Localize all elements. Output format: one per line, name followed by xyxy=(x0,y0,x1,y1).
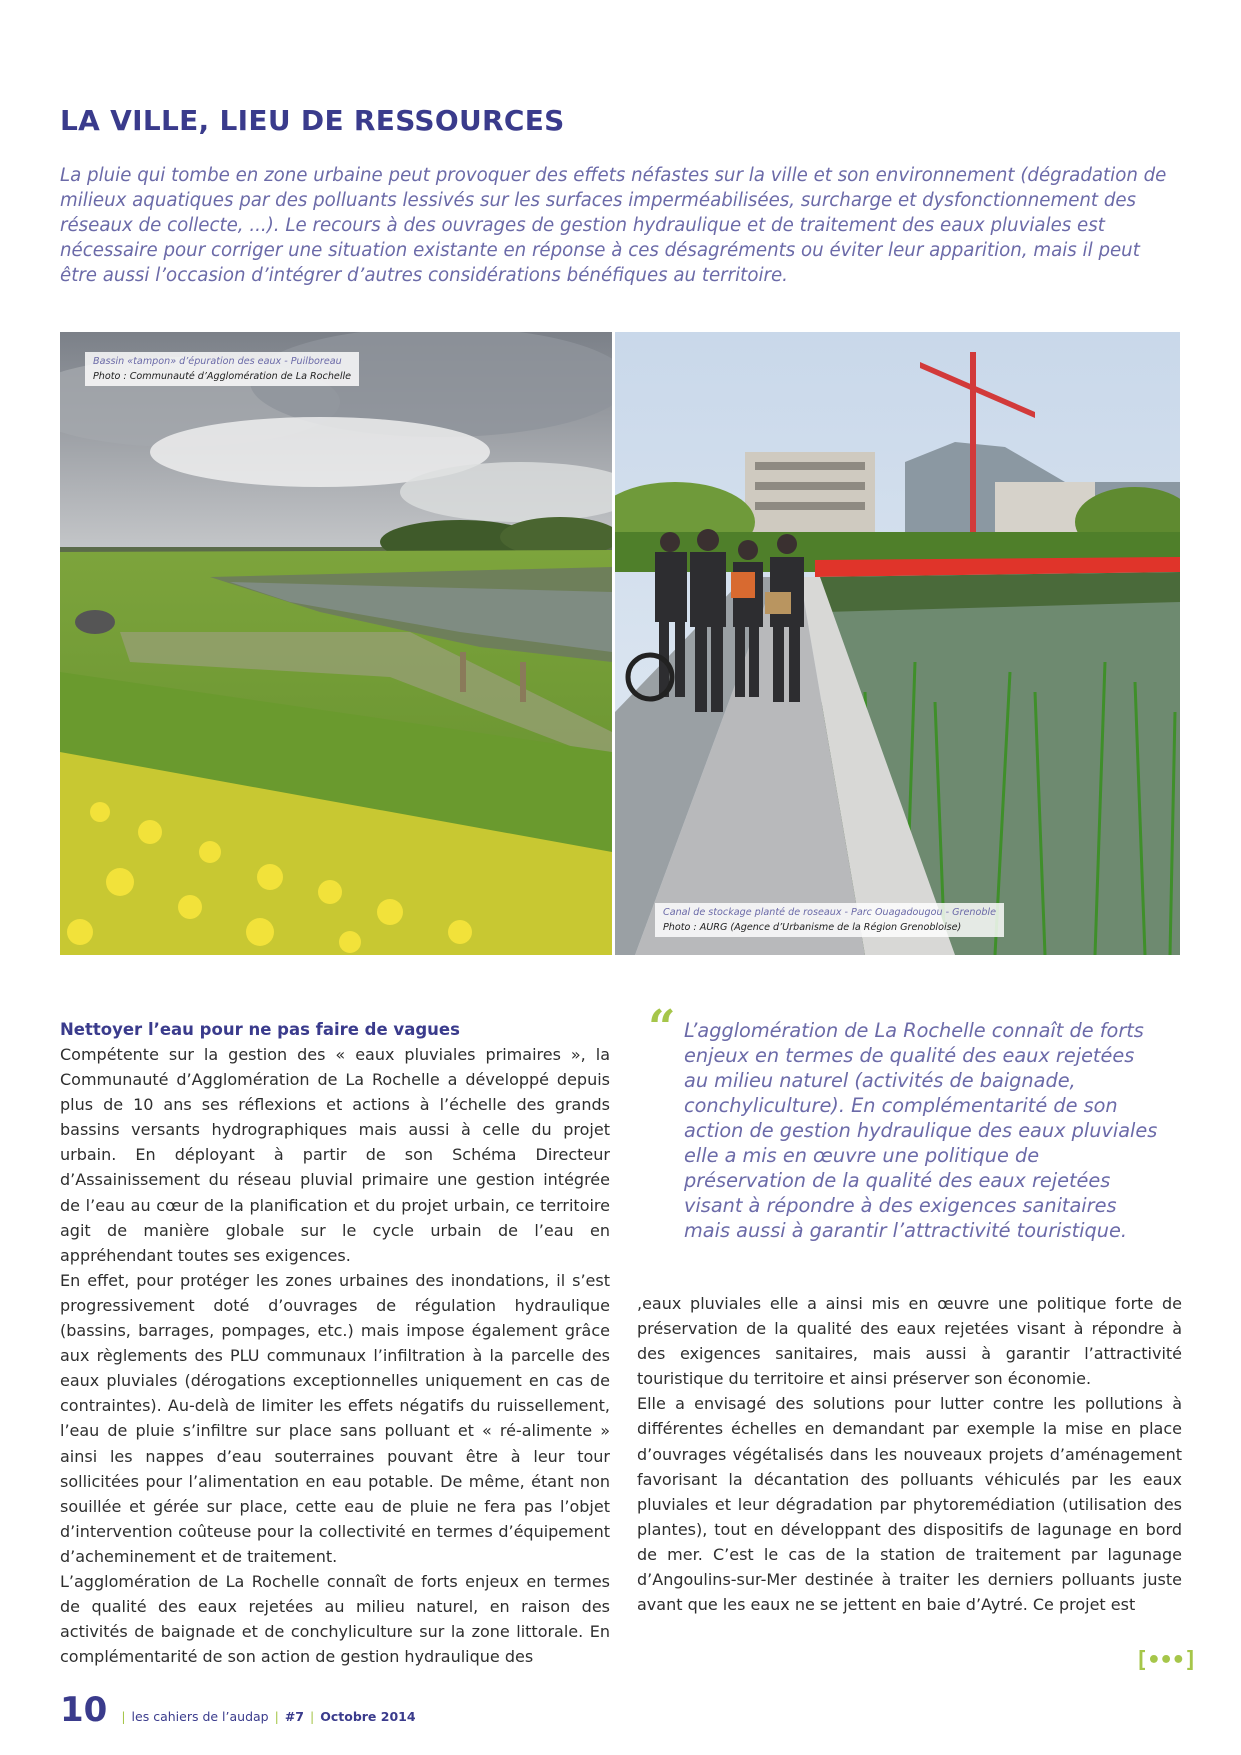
photo-retention-basin xyxy=(60,332,612,955)
footer-separator: | xyxy=(274,1709,279,1724)
caption-right-credit: Photo : AURG (Agence d’Urbanisme de la Région Grenobloise) xyxy=(663,922,962,933)
photo-reed-canal-image xyxy=(615,332,1180,955)
photo-caption-left xyxy=(85,352,359,386)
article-paragraph: En effet, pour protéger les zones urbaines des inondations, il s’est progressivement doté d’ouvrages de régulation hydraulique (bassins, barrages, pompages, etc.) mais impose également grâce aux règlements des PLU communaux l’infiltration à la parcelle des eaux pluviales (dérogations exceptionnelles uniquement en cas de contraintes). Au-delà de limiter les effets négatifs du ruissellement, l’eau de pluie s’infiltre sur place sans polluant et « ré-alimente » ainsi les nappes d’eau souterraines pouvant être à leur tour sollicitées pour l’alimentation en eau potable. De même, étant non souillée et gérée sur place, cette eau de pluie ne fera pas l’objet d’intervention coûteuse pour la collectivité en termes d’équipement d’acheminement et de traitement. xyxy=(60,1270,610,1566)
publication-name: les cahiers de l’audap xyxy=(131,1709,269,1724)
page-footer xyxy=(60,1690,416,1730)
footer-separator: | xyxy=(121,1709,126,1724)
photo-retention-basin-image xyxy=(60,332,612,955)
caption-right-title: Canal de stockage planté de roseaux - Parc Ouagadougou - Grenoble xyxy=(663,907,996,918)
quote-mark-icon: “ xyxy=(648,1000,676,1056)
caption-left-credit: Photo : Communauté d’Agglomération de La Rochelle xyxy=(93,371,352,382)
page-number: 10 xyxy=(60,1690,108,1730)
photo-reed-canal xyxy=(615,332,1180,955)
article-paragraph: Compétente sur la gestion des « eaux pluviales primaires », la Communauté d’Agglomération de La Rochelle a développé depuis plus de 10 ans ses réflexions et actions à l’échelle des grands bassins versants hydrographiques mais aussi à celle du projet urbain. En déployant à partir de son Schéma Directeur d’Assainissement du réseau pluvial primaire une gestion intégrée de l’eau au cœur de la planification et du projet urbain, ce territoire agit de manière globale sur le cycle urbain de l’eau en appréhendant toutes ses exigences. xyxy=(60,1045,610,1265)
article-paragraph: L’agglomération de La Rochelle connaît de forts enjeux en termes de qualité des eaux rejetées au milieu naturel, en raison des activités de baignade et de conchyliculture sur la zone littorale. En complémentarité de son action de gestion hydraulique des xyxy=(60,1571,610,1667)
article-paragraph: Elle a envisagé des solutions pour lutter contre les pollutions à différentes échelles en demandant par exemple la mise en place d’ouvrages végétalisés dans les nouveaux projets d’aménagement favorisant la décantation des polluants véhiculés par les eaux pluviales et leur dégradation par phytoremédiation (utilisation des plantes), tout en développant des dispositifs de lagunage en bord de mer. C’est le cas de la station de traitement par lagunage d’Angoulins-sur-Mer destinée à traiter les derniers polluants juste avant que les eaux ne se jettent en baie d’Aytré. Ce projet est xyxy=(637,1394,1182,1615)
article-heading: Nettoyer l’eau pour ne pas faire de vagues xyxy=(60,1020,460,1039)
article-paragraph: ,eaux pluviales elle a ainsi mis en œuvre une politique forte de préservation de la qualité des eaux rejetées visant à répondre à des exigences sanitaires, mais aussi à garantir l’attractivité touristique du territoire et ainsi préserver son économie. xyxy=(637,1294,1182,1389)
footer-meta xyxy=(115,1709,415,1724)
pull-quote: L’agglomération de La Rochelle connaît de forts enjeux en termes de qualité des eaux rejetées au milieu naturel (activités de baignade, conchyliculture). En complémentarité de son action de gestion hydraulique des eaux pluviales elle a mis en œuvre une politique de préservation de la qualité des eaux rejetées visant à répondre à des exigences sanitaires mais aussi à garantir l’attractivité touristique. xyxy=(684,1019,1158,1242)
article-left-column xyxy=(60,1018,610,1669)
issue-number: #7 xyxy=(284,1709,304,1724)
photo-caption-right xyxy=(655,903,1004,937)
footer-separator: | xyxy=(310,1709,315,1724)
continue-marker-icon: [•••] xyxy=(1135,1648,1197,1673)
caption-left-title: Bassin «tampon» d’épuration des eaux - Puilboreau xyxy=(93,356,342,367)
article-right-column xyxy=(637,1291,1182,1617)
intro-paragraph: La pluie qui tombe en zone urbaine peut provoquer des effets néfastes sur la ville et son environnement (dégradation de milieux aquatiques par des polluants lessivés sur les surfaces imperméabilisées, surcharge et dysfonctionnement des réseaux de collecte, ...). Le recours à des ouvrages de gestion hydraulique et de traitement des eaux pluviales est nécessaire pour corriger une situation existante en réponse à ces désagréments ou éviter leur apparition, mais il peut être aussi l’occasion d’intégrer d’autres considérations bénéfiques au territoire. xyxy=(60,165,1167,286)
page-title: LA VILLE, LIEU DE RESSOURCES xyxy=(60,104,565,137)
photo-strip xyxy=(60,332,1180,955)
issue-date: Octobre 2014 xyxy=(320,1709,416,1724)
